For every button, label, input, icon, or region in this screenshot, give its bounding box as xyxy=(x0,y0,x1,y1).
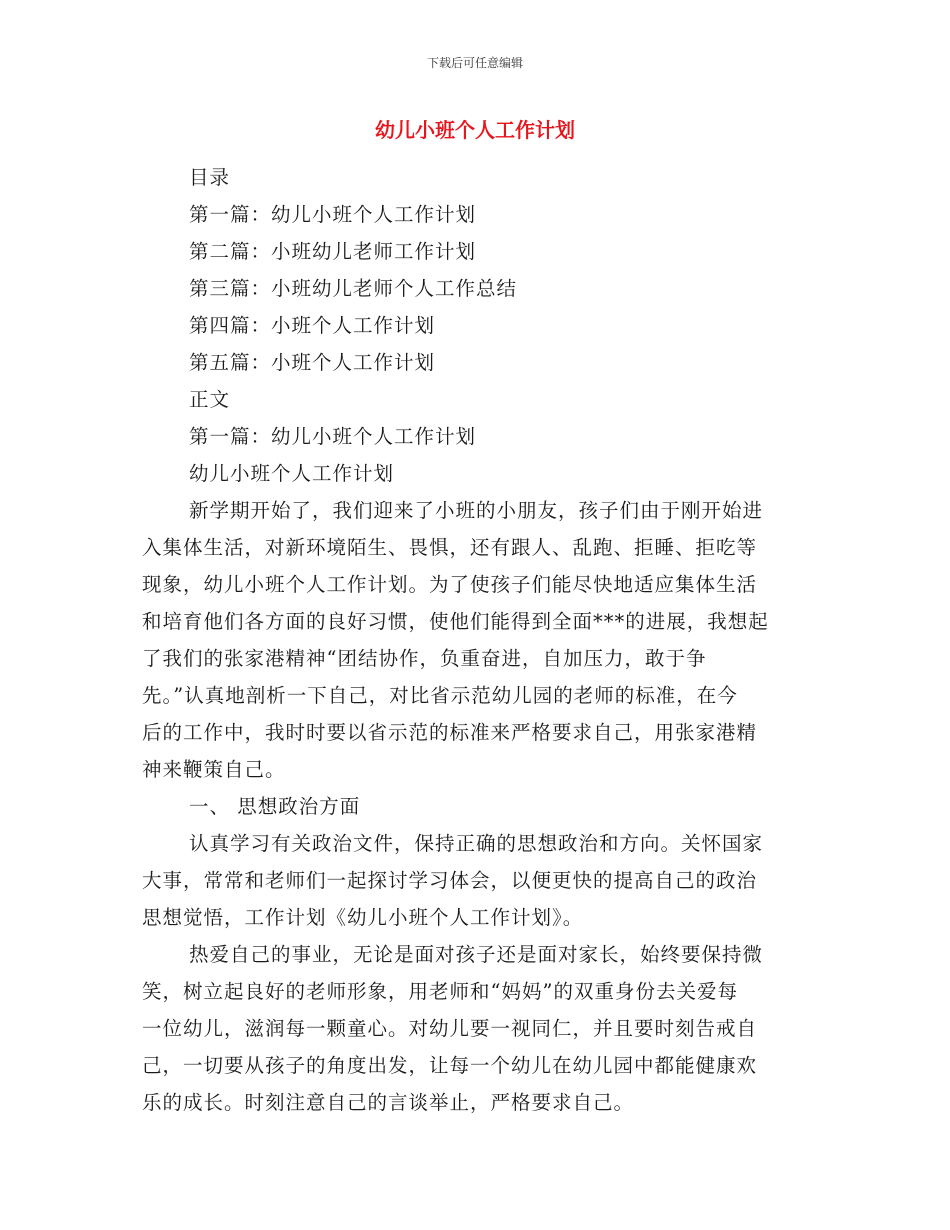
paragraph-line: 认真学习有关政治文件，保持正确的思想政治和方向。关怀国家 xyxy=(189,832,764,855)
paragraph-line: 神来鞭策自己。 xyxy=(142,758,286,781)
body-heading: 正文 xyxy=(189,388,231,411)
toc-item: 第五篇：小班个人工作计划 xyxy=(189,351,436,374)
article-heading: 幼儿小班个人工作计划 xyxy=(189,462,395,485)
header-note: 下载后可任意编辑 xyxy=(426,56,523,70)
chapter-heading: 第一篇：幼儿小班个人工作计划 xyxy=(189,425,477,448)
paragraph-line: 入集体生活，对新环境陌生、畏惧，还有跟人、乱跑、拒睡、拒吃等 xyxy=(142,536,758,559)
toc-item: 第四篇：小班个人工作计划 xyxy=(189,314,436,337)
toc-item: 第三篇：小班幼儿老师个人工作总结 xyxy=(189,277,518,300)
paragraph-line: 和培育他们各方面的良好习惯，使他们能得到全面***的进展，我想起 xyxy=(142,610,769,633)
document-title: 幼儿小班个人工作计划 xyxy=(375,118,575,142)
toc-item: 第一篇：幼儿小班个人工作计划 xyxy=(189,203,477,226)
paragraph-line: 后的工作中，我时时要以省示范的标准来严格要求自己，用张家港精 xyxy=(142,721,758,744)
paragraph-line: 思想觉悟，工作计划《幼儿小班个人工作计划》。 xyxy=(142,906,584,929)
toc-heading: 目录 xyxy=(189,166,231,189)
paragraph-line: 笑，树立起良好的老师形象，用老师和“妈妈”的双重身份去关爱每 xyxy=(142,980,738,1003)
toc-item: 第二篇：小班幼儿老师工作计划 xyxy=(189,240,477,263)
section-heading: 一、 思想政治方面 xyxy=(189,795,361,818)
paragraph-line: 热爱自己的事业，无论是面对孩子还是面对家长，始终要保持微 xyxy=(189,943,764,966)
paragraph-line: 了我们的张家港精神“团结协作，负重奋进，自加压力，敢于争 xyxy=(142,647,707,670)
paragraph-line: 先。”认真地剖析一下自己，对比省示范幼儿园的老师的标准，在今 xyxy=(142,684,738,707)
paragraph-line: 己，一切要从孩子的角度出发，让每一个幼儿在幼儿园中都能健康欢 xyxy=(142,1054,758,1077)
paragraph-line: 新学期开始了，我们迎来了小班的小朋友，孩子们由于刚开始进 xyxy=(189,499,764,522)
paragraph-line: 大事，常常和老师们一起探讨学习体会，以便更快的提高自己的政治 xyxy=(142,869,758,892)
paragraph-line: 现象，幼儿小班个人工作计划。为了使孩子们能尽快地适应集体生活 xyxy=(142,573,758,596)
paragraph-line: 乐的成长。时刻注意自己的言谈举止，严格要求自己。 xyxy=(142,1091,635,1114)
paragraph-line: 一位幼儿，滋润每一颗童心。对幼儿要一视同仁，并且要时刻告戒自 xyxy=(142,1017,758,1040)
